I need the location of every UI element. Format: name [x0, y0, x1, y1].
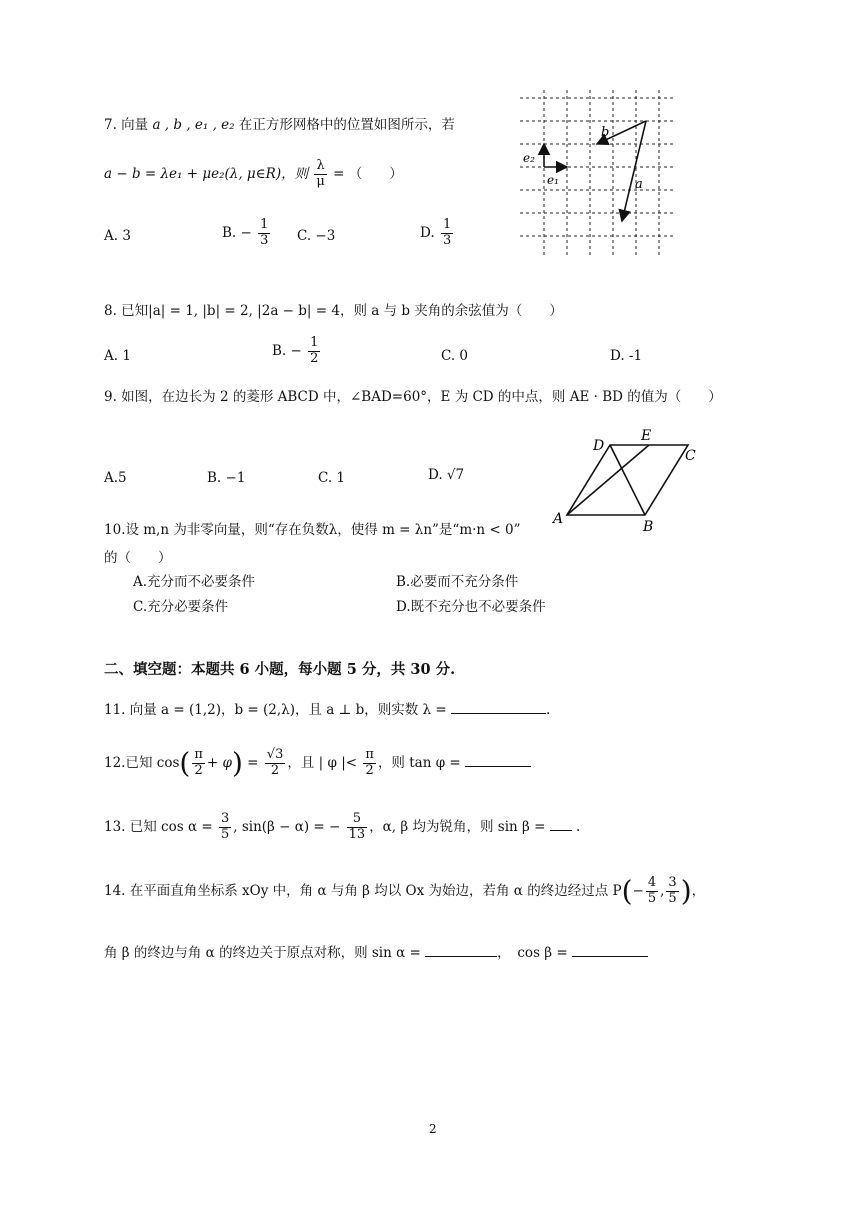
q9-option-a: A.5 [104, 470, 127, 486]
q9-segment-ae [567, 445, 649, 515]
q8-option-b-num: 1 [310, 335, 319, 350]
q7-option-d-prefix: D. [420, 224, 435, 241]
q9-label-d: D [593, 438, 605, 454]
page-number: 2 [429, 1122, 437, 1136]
q7-mu: μ [316, 173, 325, 189]
q8-option-a: A. 1 [104, 348, 131, 364]
q7-label-e1: e₁ [547, 173, 559, 187]
q7-number: 7. 向量 [104, 117, 149, 133]
q10-stem-line1: 10.设 m,n 为非零向量，则“存在负数λ，使得 m = λn”是“m·n < 0” [104, 522, 521, 538]
q7-option-d-num: 1 [442, 217, 452, 232]
q14-p-den2: 5 [668, 890, 677, 906]
q12-pi: π [194, 747, 203, 762]
q12-sqrt3: √3 [266, 747, 284, 762]
q9-segment-bd [610, 445, 645, 515]
q7-option-d [420, 218, 455, 249]
q12-sqrt3-over-2 [265, 748, 286, 779]
q8-option-c: C. 0 [441, 348, 469, 364]
q14-cos-beta-blank[interactable] [572, 956, 648, 957]
q14-point-paren-close: ) [680, 874, 692, 908]
q14-p-num1: 4 [647, 875, 657, 890]
q12-pi-over-2-b [363, 748, 376, 779]
q7-label-e2: e₂ [523, 151, 535, 165]
q7-label-a: a [635, 177, 643, 192]
q7-stem [104, 117, 455, 133]
q12-mid: ，且 | φ |< [287, 754, 358, 771]
q7-equation: a − b = λe₁ + μe₂(λ, μ∈R)，则 [104, 165, 309, 182]
q12-two: 2 [192, 763, 205, 779]
q12-prefix: 12.已知 cos [104, 754, 180, 771]
q14-line1-end: ， [691, 882, 706, 899]
q10-option-c: C.充分必要条件 [133, 599, 229, 615]
q14-line2-a: 角 β 的终边与角 α 的终边关于原点对称，则 sin α = [104, 945, 421, 961]
q11-answer-blank[interactable] [451, 713, 546, 714]
q8-option-d: D. -1 [610, 348, 643, 364]
q13-fraction-2 [347, 812, 368, 843]
q7-option-c: C. −3 [297, 228, 336, 244]
q12-tail: ，则 tan φ = [377, 754, 461, 771]
q13-prefix: 13. 已知 cos α = [104, 818, 213, 835]
q14-line2-b: ， cos β = [497, 945, 568, 961]
q8-option-b-fraction [308, 336, 320, 367]
q14-p-y [666, 876, 678, 907]
q9-label-c: C [685, 448, 696, 464]
q7-option-d-fraction [441, 218, 453, 249]
q14-p-num2: 3 [668, 875, 677, 890]
q7-option-a: A. 3 [104, 228, 131, 244]
q8-option-b-prefix: B. − [272, 342, 302, 359]
q12-pi-over-2 [192, 748, 205, 779]
q9-label-e: E [641, 428, 652, 444]
q14-line1 [104, 876, 705, 907]
q12-two-c: 2 [363, 763, 376, 779]
section-2-title: 二、填空题：本题共 6 小题，每小题 5 分，共 30 分. [104, 661, 456, 678]
q7-lambda-over-mu [314, 159, 326, 190]
q12-eq: = [247, 754, 259, 771]
q7-grid-lines [520, 90, 673, 258]
q10-option-d: D.既不充分也不必要条件 [396, 599, 546, 615]
q13-answer-blank[interactable] [550, 830, 572, 831]
q13-stem [104, 812, 580, 843]
q12-stem [104, 748, 531, 779]
q8-option-b-den: 2 [310, 350, 319, 366]
q14-line2 [104, 945, 648, 961]
q14-p-neg: − [632, 882, 644, 899]
q12-two-b: 2 [265, 763, 286, 779]
q10-stem-line2: 的（ ） [104, 550, 172, 566]
q13-num2: 5 [352, 811, 362, 826]
q7-vector-a [622, 121, 646, 221]
q11-stem [104, 702, 550, 718]
q13-fraction-1 [219, 812, 231, 843]
q7-vectors: a , b , e₁ , e₂ [152, 117, 235, 133]
q14-p-den1: 5 [647, 890, 657, 906]
q13-den1: 5 [220, 826, 230, 842]
q9-option-b: B. −1 [207, 470, 246, 486]
q14-point-paren-open: ( [621, 874, 633, 908]
q12-answer-blank[interactable] [465, 766, 531, 767]
q14-p-comma: , [660, 882, 665, 899]
q12-paren-close: ) [231, 746, 243, 780]
q9-stem: 9. 如图，在边长为 2 的菱形 ABCD 中，∠BAD=60°，E 为 CD 的中点，则 AE · BD 的值为（ ） [104, 389, 722, 405]
q13-den2: 13 [348, 826, 366, 842]
q7-option-b [222, 218, 272, 249]
q7-stem-text: 在正方形网格中的位置如图所示，若 [238, 117, 455, 133]
q7-option-b-den: 3 [260, 232, 269, 248]
q7-option-b-num: 1 [260, 217, 269, 232]
q7-label-b: b [601, 125, 610, 140]
q7-lambda: λ [316, 158, 325, 173]
q12-plus-phi: + φ [206, 754, 232, 771]
q7-equation-line [104, 159, 403, 190]
q14-sin-alpha-blank[interactable] [425, 956, 497, 957]
q13-mid: , sin(β − α) = − [233, 818, 341, 835]
q7-option-b-prefix: B. − [222, 224, 252, 241]
q11-end: . [546, 702, 551, 718]
q13-num1: 3 [220, 811, 230, 826]
q13-tail: ，α, β 均为锐角，则 sin β = [369, 818, 546, 835]
q13-end: . [576, 818, 581, 835]
q9-rhombus-figure [550, 423, 715, 535]
q14-p-x [646, 876, 658, 907]
q8-stem: 8. 已知|a| = 1, |b| = 2, |2a − b| = 4，则 a 与 b 夹角的余弦值为（ ） [104, 303, 563, 319]
q8-option-b [272, 336, 322, 367]
q11-text: 11. 向量 a = (1,2)，b = (2,λ)，且 a ⊥ b，则实数 λ = [104, 702, 447, 718]
q9-label-b: B [643, 519, 654, 535]
q9-option-d: D. √7 [428, 467, 465, 483]
q7-option-b-fraction [258, 218, 270, 249]
q7-eq-tail: = （ ） [333, 165, 403, 182]
q7-grid-figure [515, 88, 675, 260]
q12-pi-b: π [365, 747, 374, 762]
q10-option-a: A.充分而不必要条件 [133, 574, 256, 590]
q14-line1-text: 14. 在平面直角坐标系 xOy 中，角 α 与角 β 均以 Ox 为始边，若角 α 的终边经过点 P [104, 882, 622, 899]
q9-label-a: A [553, 511, 564, 527]
q7-option-d-den: 3 [442, 232, 452, 248]
q9-option-c: C. 1 [318, 470, 346, 486]
q12-paren-open: ( [179, 746, 191, 780]
q10-option-b: B.必要而不充分条件 [396, 574, 519, 590]
